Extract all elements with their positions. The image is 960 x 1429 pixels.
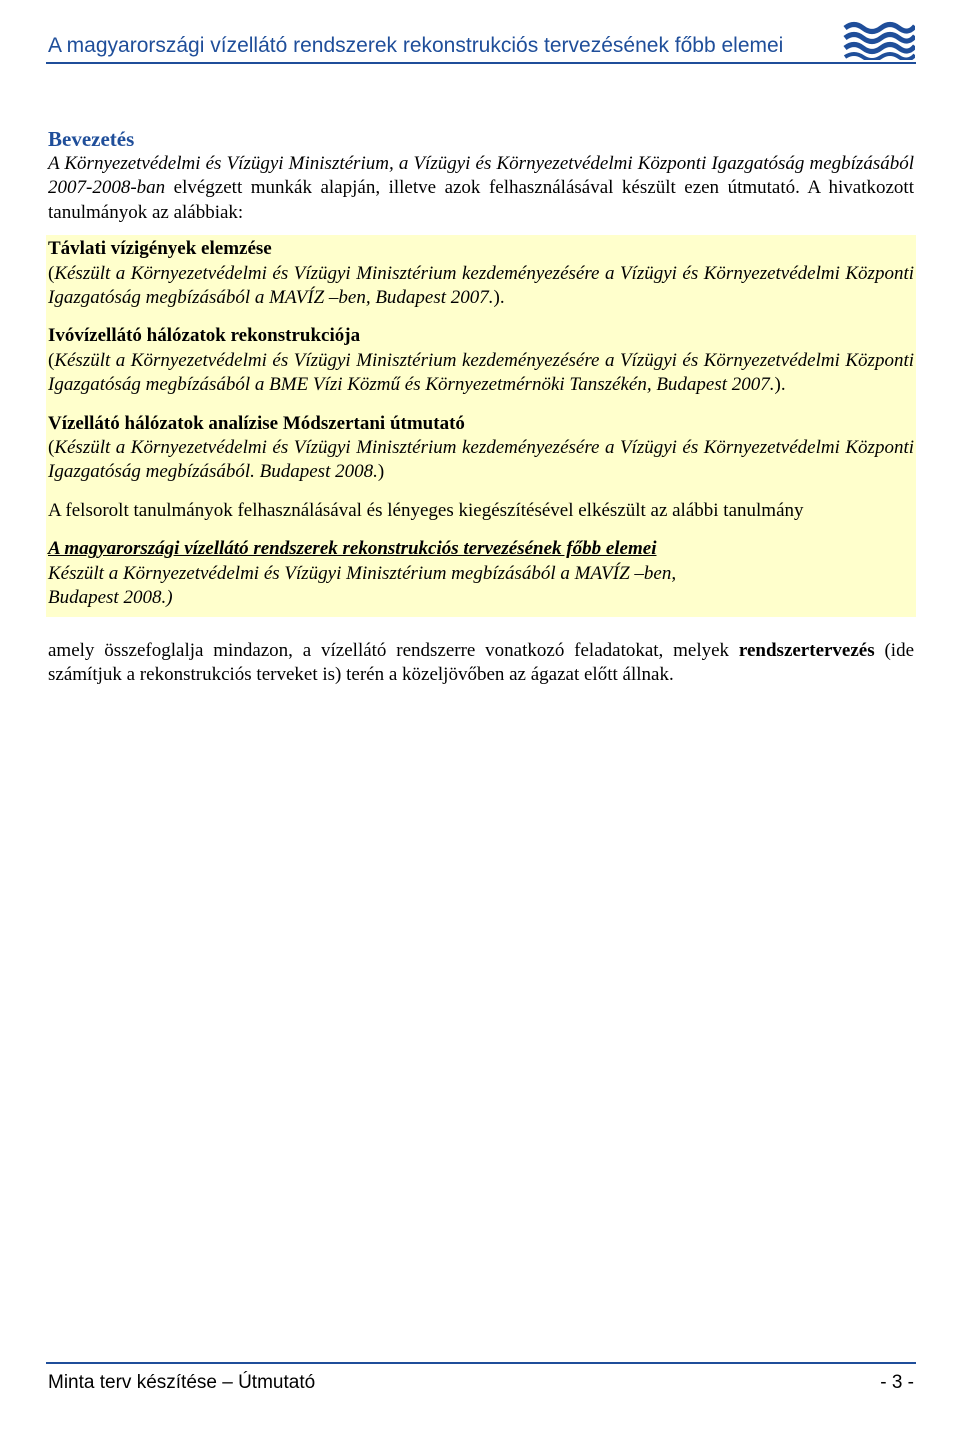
study-note: (Készült a Környezetvédelmi és Vízügyi Minisztérium kezdeményezésére a Vízügyi és Környezetvédelmi Központi Igazgatóság megbízásából. Budapest 2008.) [48,437,914,483]
study-item [48,324,914,397]
bold-term: rendszertervezés [738,639,875,661]
page-number: - 3 - [880,1372,914,1393]
study-title: Ivóvízellátó hálózatok rekonstrukciója [48,325,361,347]
studies-highlight-box [46,235,916,616]
study-title: Vízellátó hálózatok analízise Módszertani útmutató [48,412,465,434]
study-item [48,412,914,485]
result-study-line: Készült a Környezetvédelmi és Vízügyi Minisztérium megbízásából a MAVÍZ –ben, [48,562,677,584]
footer-title: Minta terv készítése – Útmutató [48,1372,316,1393]
study-note: (Készült a Környezetvédelmi és Vízügyi Minisztérium kezdeményezésére a Vízügyi és Környezetvédelmi Központi Igazgatóság megbízásából a MAVÍZ –ben, Budapest 2007.). [48,262,914,309]
intro-italic-text: A Környezetvédelmi és Vízügyi Minisztérium, a Vízügyi és Környezetvédelmi Központi Igazgatóság megbízásából 2007-2008-ban [48,153,914,199]
intro-normal-text: elvégzett munkák alapján, illetve azok felhasználásával készült ezen útmutató. A hivatkozott tanulmányok az alábbiak: [48,177,914,223]
water-waves-logo-icon [843,20,915,60]
result-study-title: A magyarországi vízellátó rendszerek rekonstrukciós tervezésének főbb elemei [48,538,657,560]
summary-sentence: A felsorolt tanulmányok felhasználásával és lényeges kiegészítésével elkészült az alábbi tanulmány [48,499,804,521]
footer-divider [46,1362,916,1364]
intro-paragraph [48,152,914,225]
running-header-title: A magyarországi vízellátó rendszerek rekonstrukciós tervezésének főbb elemei [48,34,784,57]
study-item [48,237,914,310]
result-study [48,537,914,610]
study-note: (Készült a Környezetvédelmi és Vízügyi Minisztérium kezdeményezésére a Vízügyi és Környezetvédelmi Központi Igazgatóság megbízásából a BME Vízi Közmű és Környezetmérnöki Tanszékén, Budapest 2007.). [48,349,914,396]
header-divider [46,62,916,64]
section-heading: Bevezetés [48,127,135,151]
closing-paragraph: amely összefoglalja mindazon, a vízellátó rendszerre vonatkozó feladatokat, melyek rendszertervezés (ide számítjuk a rekonstrukciós terveket is) terén a közeljövőben az ágazat előtt állnak. [48,639,915,685]
result-study-line: Budapest 2008.) [48,587,173,609]
study-title: Távlati vízigények elemzése [48,238,272,260]
page-content [48,126,914,687]
